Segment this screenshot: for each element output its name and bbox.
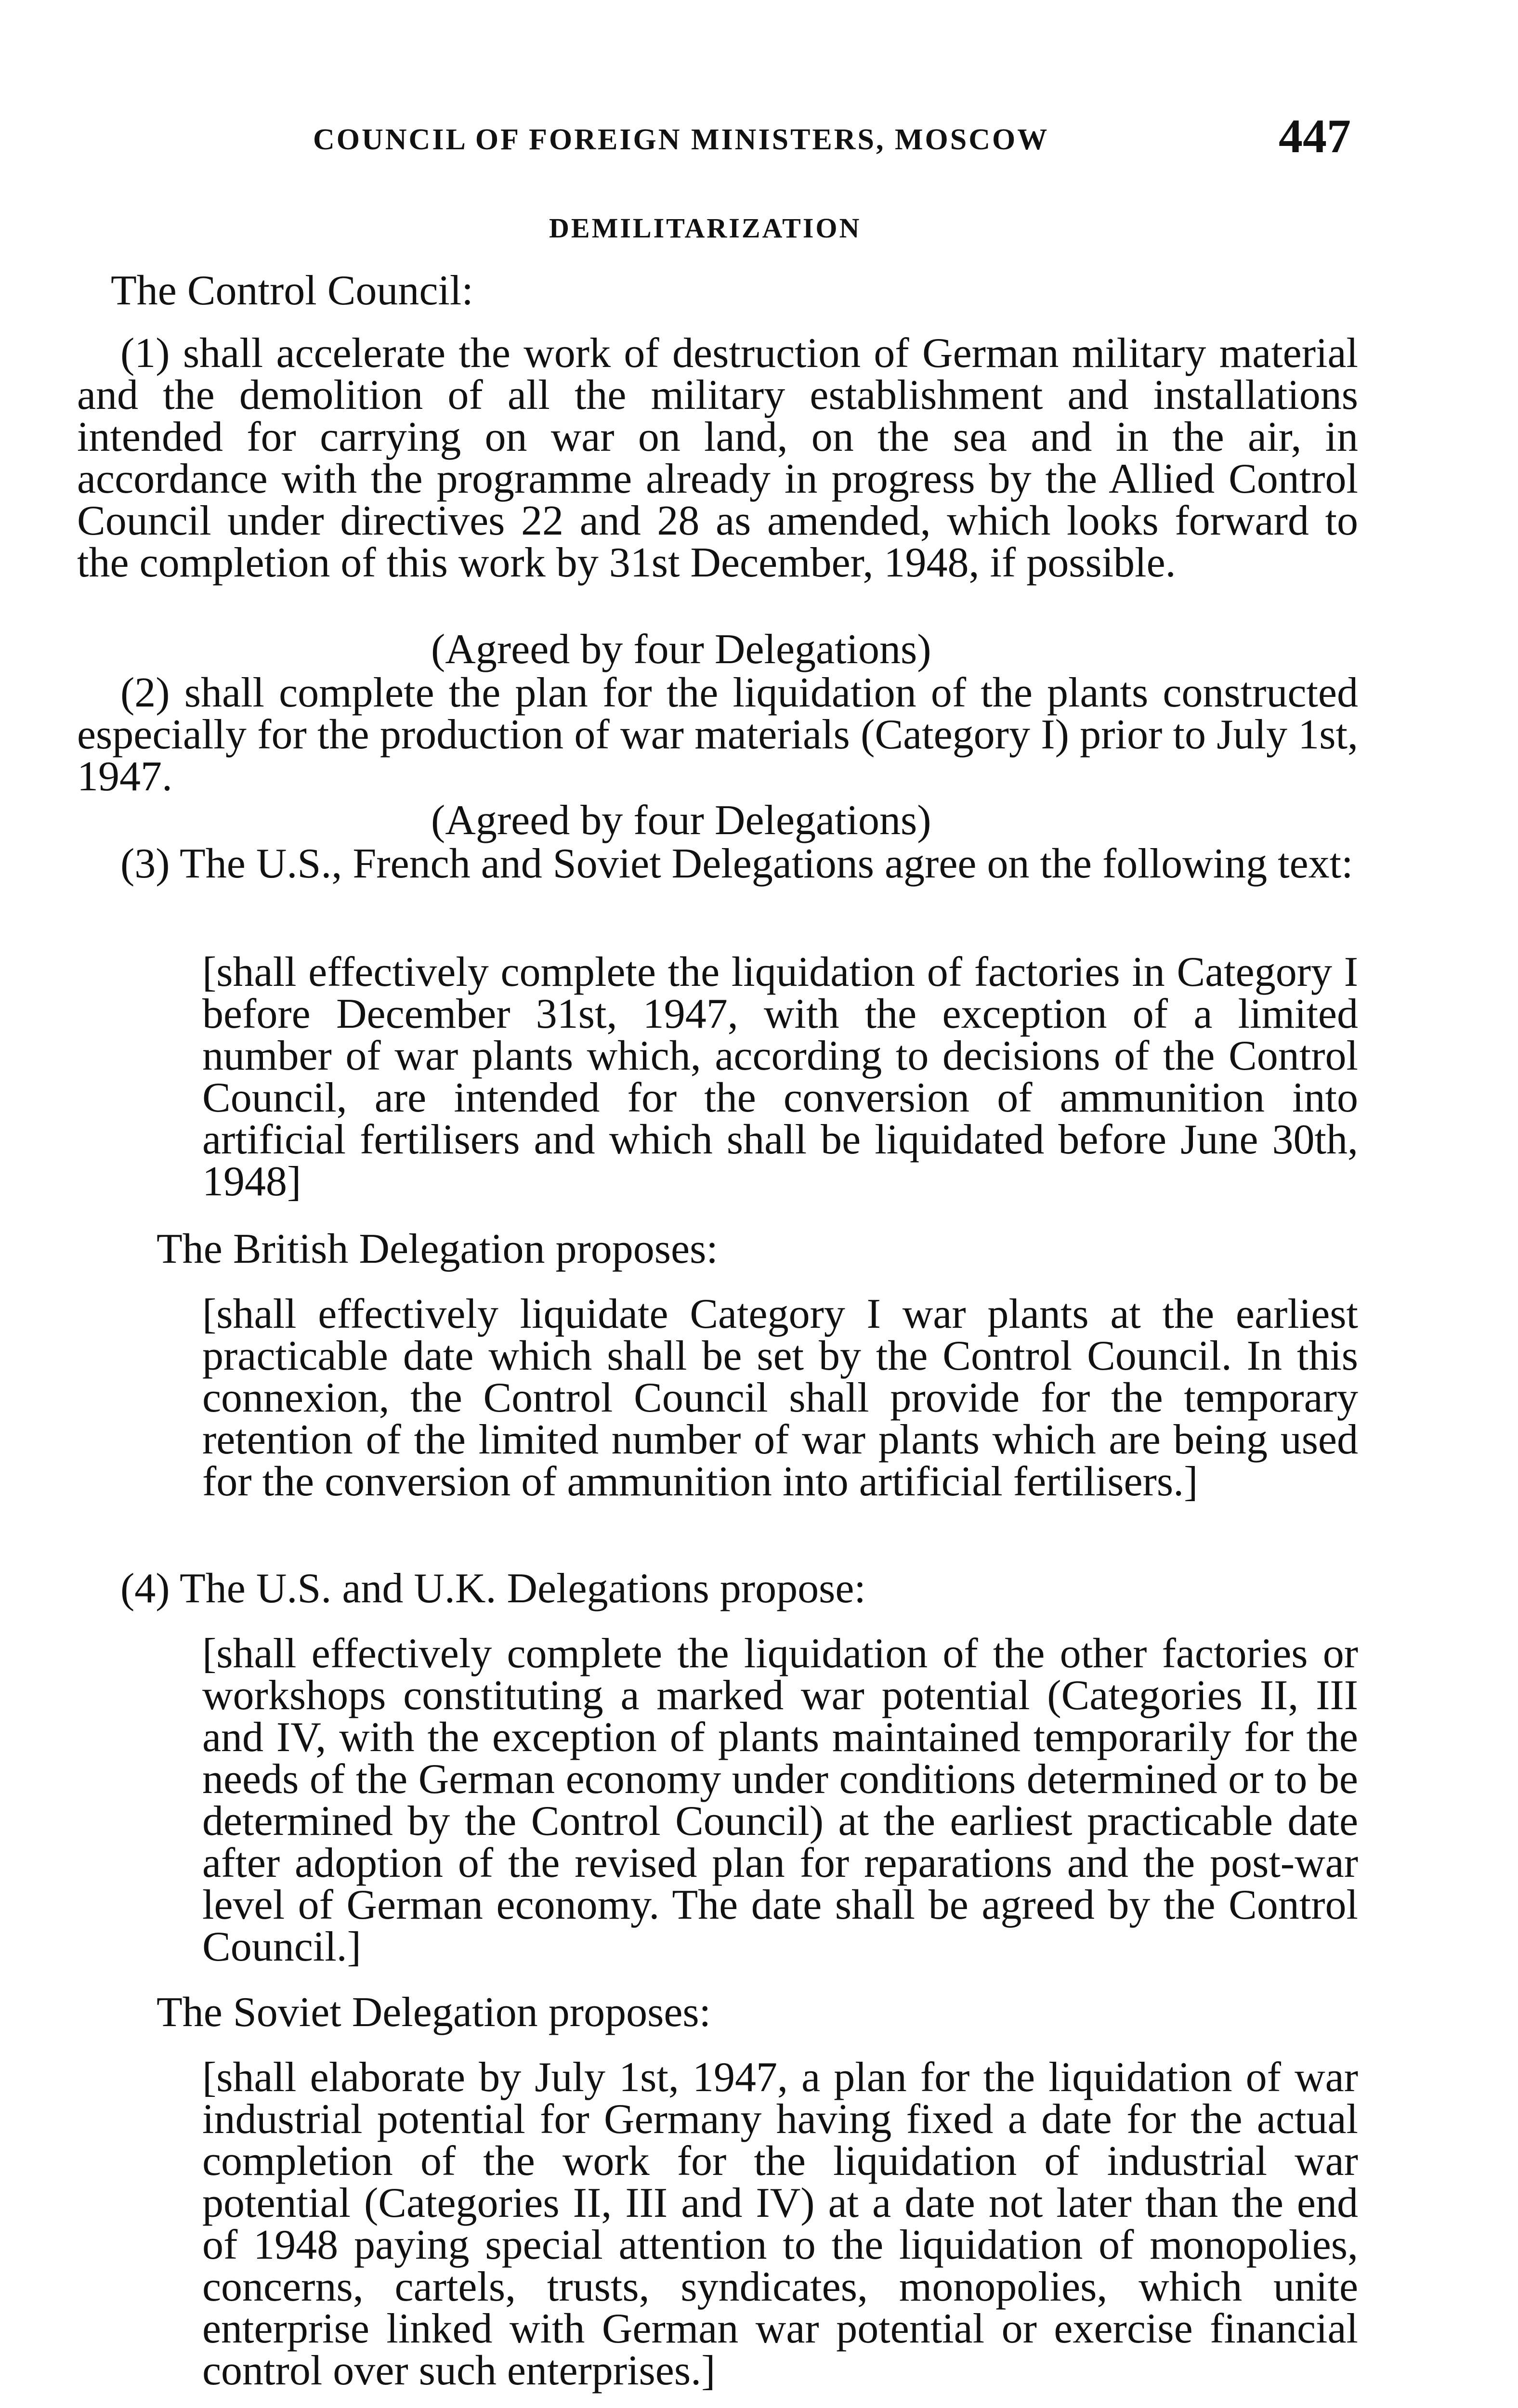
- quote-item-3: [shall effectively complete the liquidation of factories in Category I before December 31st, 1947, with the exception of a limited number of war plants which, according to decisions of the Control Council, are intended for the conversion of ammunition into artificial fertilisers and which shall be liquidated before June 30th, 1948]: [202, 949, 1358, 1205]
- agreed-note-2: (Agreed by four Delegations): [431, 797, 931, 844]
- quote-soviet: [shall elaborate by July 1st, 1947, a plan for the liquidation of war industrial potential for Germany having fixed a date for the actual completion of the work for the liquidation of industrial war potential (Categories II, III and IV) at a date not later than the end of 1948 paying special attention to the liquidation of monopolies, concerns, cartels, trusts, syndicates, monopolies, which unite enterprise linked with German war potential or exercise financial control over such enterprises.]: [202, 2054, 1358, 2394]
- section-heading: DEMILITARIZATION: [549, 212, 862, 244]
- soviet-proposes-line: The Soviet Delegation proposes:: [157, 1989, 711, 2036]
- paragraph-item-4: (4) The U.S. and U.K. Delegations propose:: [120, 1565, 866, 1612]
- paragraph-item-2: (2) shall complete the plan for the liquidation of the plants constructed especially for the production of war materials (Category I) prior to July 1st, 1947.: [77, 669, 1358, 800]
- paragraph-item-1: (1) shall accelerate the work of destruction of German military material and the demolition of all the military establishment and installations intended for carrying on war on land, on the sea and in the air, in accordance with the programme already in progress by the Allied Control Council under directives 22 and 28 as amended, which looks forward to the completion of this work by 31st December, 1948, if possible.: [77, 330, 1358, 586]
- quote-item-4: [shall effectively complete the liquidation of the other factories or workshops constituting a marked war potential (Categories II, III and IV, with the exception of plants maintained temporarily for the needs of the German economy under conditions determined or to be determined by the Control Council) at the earliest practicable date after adoption of the revised plan for reparations and the post-war level of German economy. The date shall be agreed by the Control Council.]: [202, 1630, 1358, 1970]
- page-number: 447: [1279, 109, 1351, 163]
- agreed-note-1: (Agreed by four Delegations): [431, 626, 931, 673]
- running-head: COUNCIL OF FOREIGN MINISTERS, MOSCOW: [313, 123, 1049, 156]
- paragraph-item-3: (3) The U.S., French and Soviet Delegations agree on the following text:: [120, 840, 1353, 887]
- intro-line: The Control Council:: [111, 267, 473, 314]
- quote-british: [shall effectively liquidate Category I war plants at the earliest practicable date which shall be set by the Control Council. In this connexion, the Control Council shall provide for the temporary retention of the limited number of war plants which are being used for the conversion of ammunition into artificial fertilisers.]: [202, 1291, 1358, 1505]
- british-proposes-line: The British Delegation proposes:: [157, 1226, 718, 1272]
